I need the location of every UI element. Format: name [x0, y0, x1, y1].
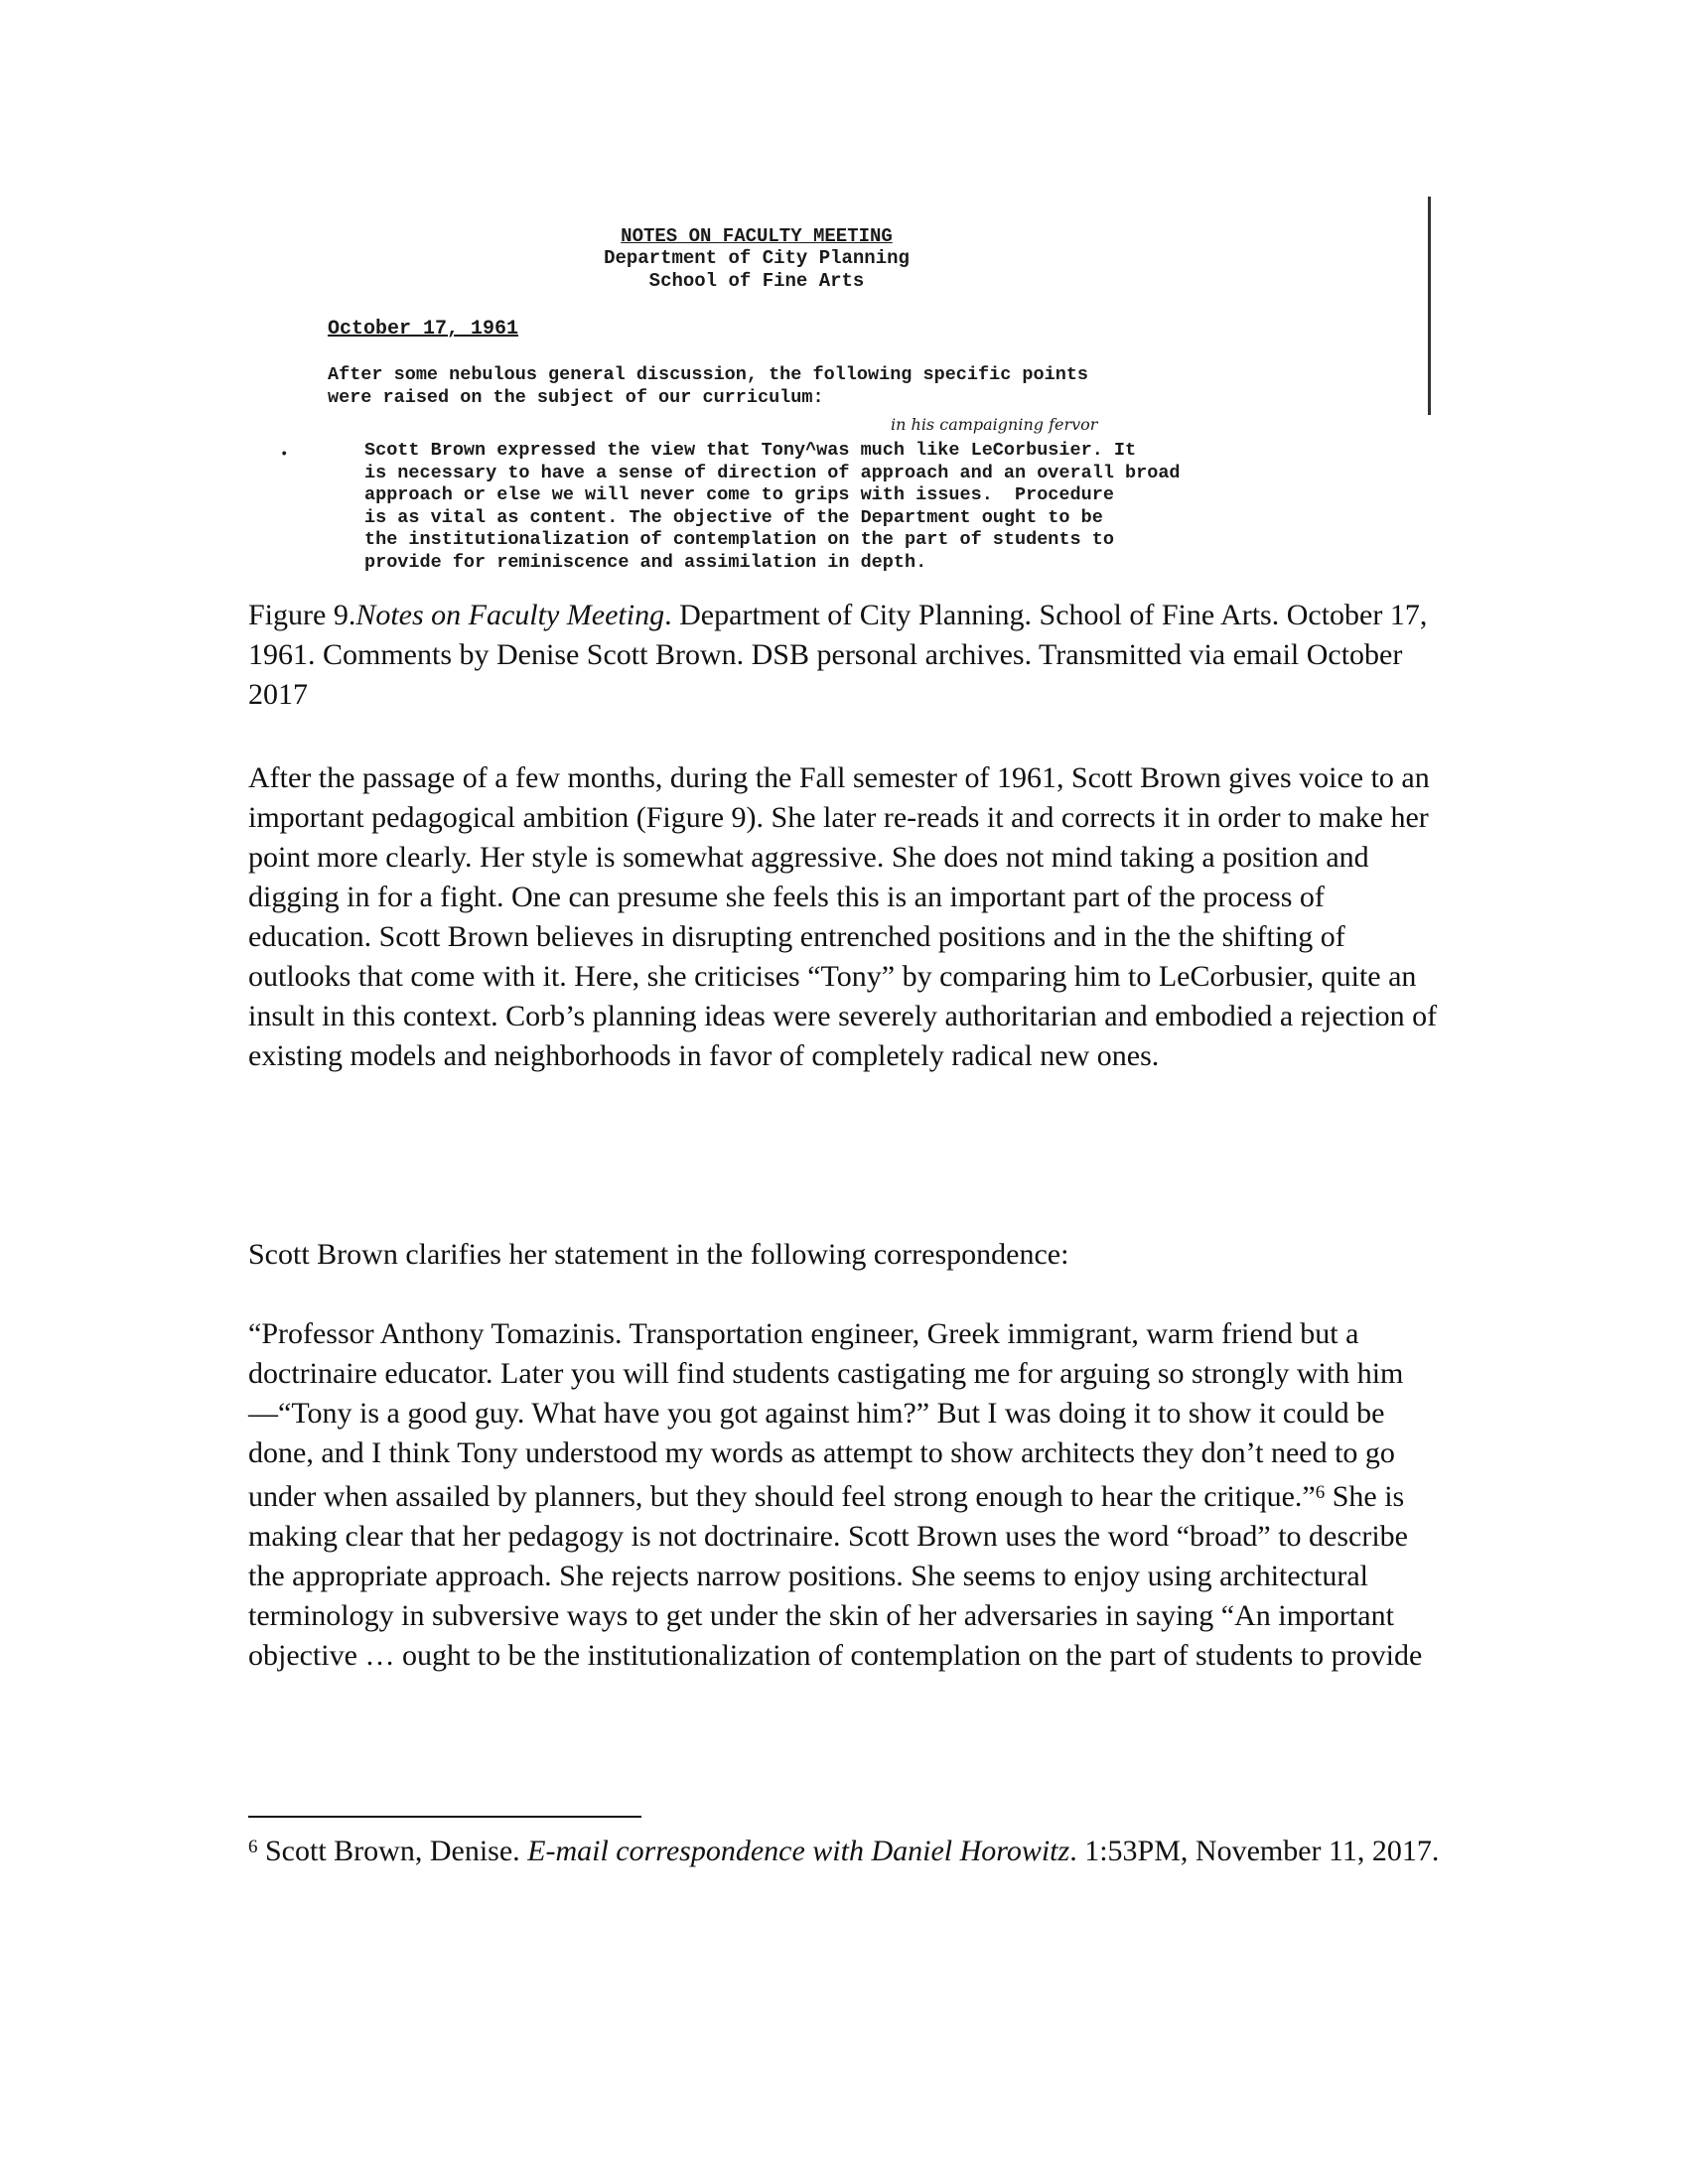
notes-school: School of Fine Arts [648, 270, 865, 292]
figure-caption [248, 596, 1430, 715]
footnote-details: . 1:53PM, November 11, 2017. [1069, 1835, 1440, 1867]
paragraph-1: After the passage of a few months, during the Fall semester of 1961, Scott Brown gives voice to an important pedagogical ambition (Figure 9). She later re-reads it and corrects it in order to make her point more clearly. Her style is somewhat aggressive. She does not mind taking a position and digging in for a fight. One can presume she feels this is an important part of the process of education. Scott Brown believes in disrupting entrenched positions and in the the shifting of outlooks that come with it. Here, she criticises “Tony” by comparing him to LeCorbusier, quite an insult in this context. Corb’s planning ideas were severely authoritarian and embodied a rejection of existing models and neighborhoods in favor of completely radical new ones. [248, 761, 1438, 1072]
scan-edge-line [1428, 197, 1431, 415]
footnote [248, 1829, 1440, 1870]
notes-intro: After some nebulous general discussion, the following specific points were raised on the subject of our curriculum: [328, 364, 1089, 408]
footnote-divider [248, 1816, 641, 1818]
quote-text: “Professor Anthony Tomazinis. Transportation engineer, Greek immigrant, warm friend but a doctrinaire educator. Later you will find students castigating me for arguing so strongly with him—“Tony is a good guy. What have you got against him?” But I was doing it to show it could be done, and I think Tony understood my words as attempt to show architects they don’t need to go under when assailed by planners, but they should feel strong enough to hear the critique.” [248, 1317, 1404, 1513]
paragraph-2: Scott Brown clarifies her statement in the following correspondence: [248, 1238, 1069, 1271]
paragraph-3-continued: She is making clear that her pedagogy is not doctrinaire. Scott Brown uses the word “broad” to describe the appropriate approach. She rejects narrow positions. She seems to enjoy using architectural terminology in subversive ways to get under the skin of her adversaries in saying “An important objective … ought to be the institutionalization of contemplation on the part of students to provide [248, 1480, 1423, 1672]
footnote-ref[interactable]: 6 [1315, 1482, 1326, 1503]
paragraph-3 [248, 1314, 1440, 1676]
footnote-number: 6 [248, 1837, 258, 1857]
caption-text: . Department of City Planning. School of Fine Arts. October 17, 1961. Comments by Denise Scott Brown. DSB personal archives. Transmitted via email October 2017 [248, 599, 1428, 711]
notes-date: October 17, 1961 [328, 318, 519, 341]
bullet-mark: • [280, 447, 289, 463]
footnote-author: Scott Brown, Denise. [257, 1835, 528, 1867]
caption-title: Notes on Faculty Meeting [355, 599, 665, 631]
body-text [248, 758, 1440, 1672]
scanned-meeting-notes [260, 197, 1432, 586]
footnote-title: E-mail correspondence with Daniel Horowitz [527, 1835, 1070, 1867]
caption-label: Figure 9. [248, 599, 356, 631]
notes-department: Department of City Planning [604, 247, 910, 269]
handwritten-annotation: in his campaigning fervor [891, 415, 1098, 434]
notes-heading: NOTES ON FACULTY MEETING [621, 225, 893, 247]
notes-comment: Scott Brown expressed the view that Tony^was much like LeCorbusier. It is necessary to have a sense of direction of approach and an overall broad approach or else we will never come to grips with issues. Procedure is as vital as content. The objective of the Department ought to be the institutionalization of contemplation on the part of students to provide for reminiscence and assimilation in depth. [364, 440, 1181, 573]
